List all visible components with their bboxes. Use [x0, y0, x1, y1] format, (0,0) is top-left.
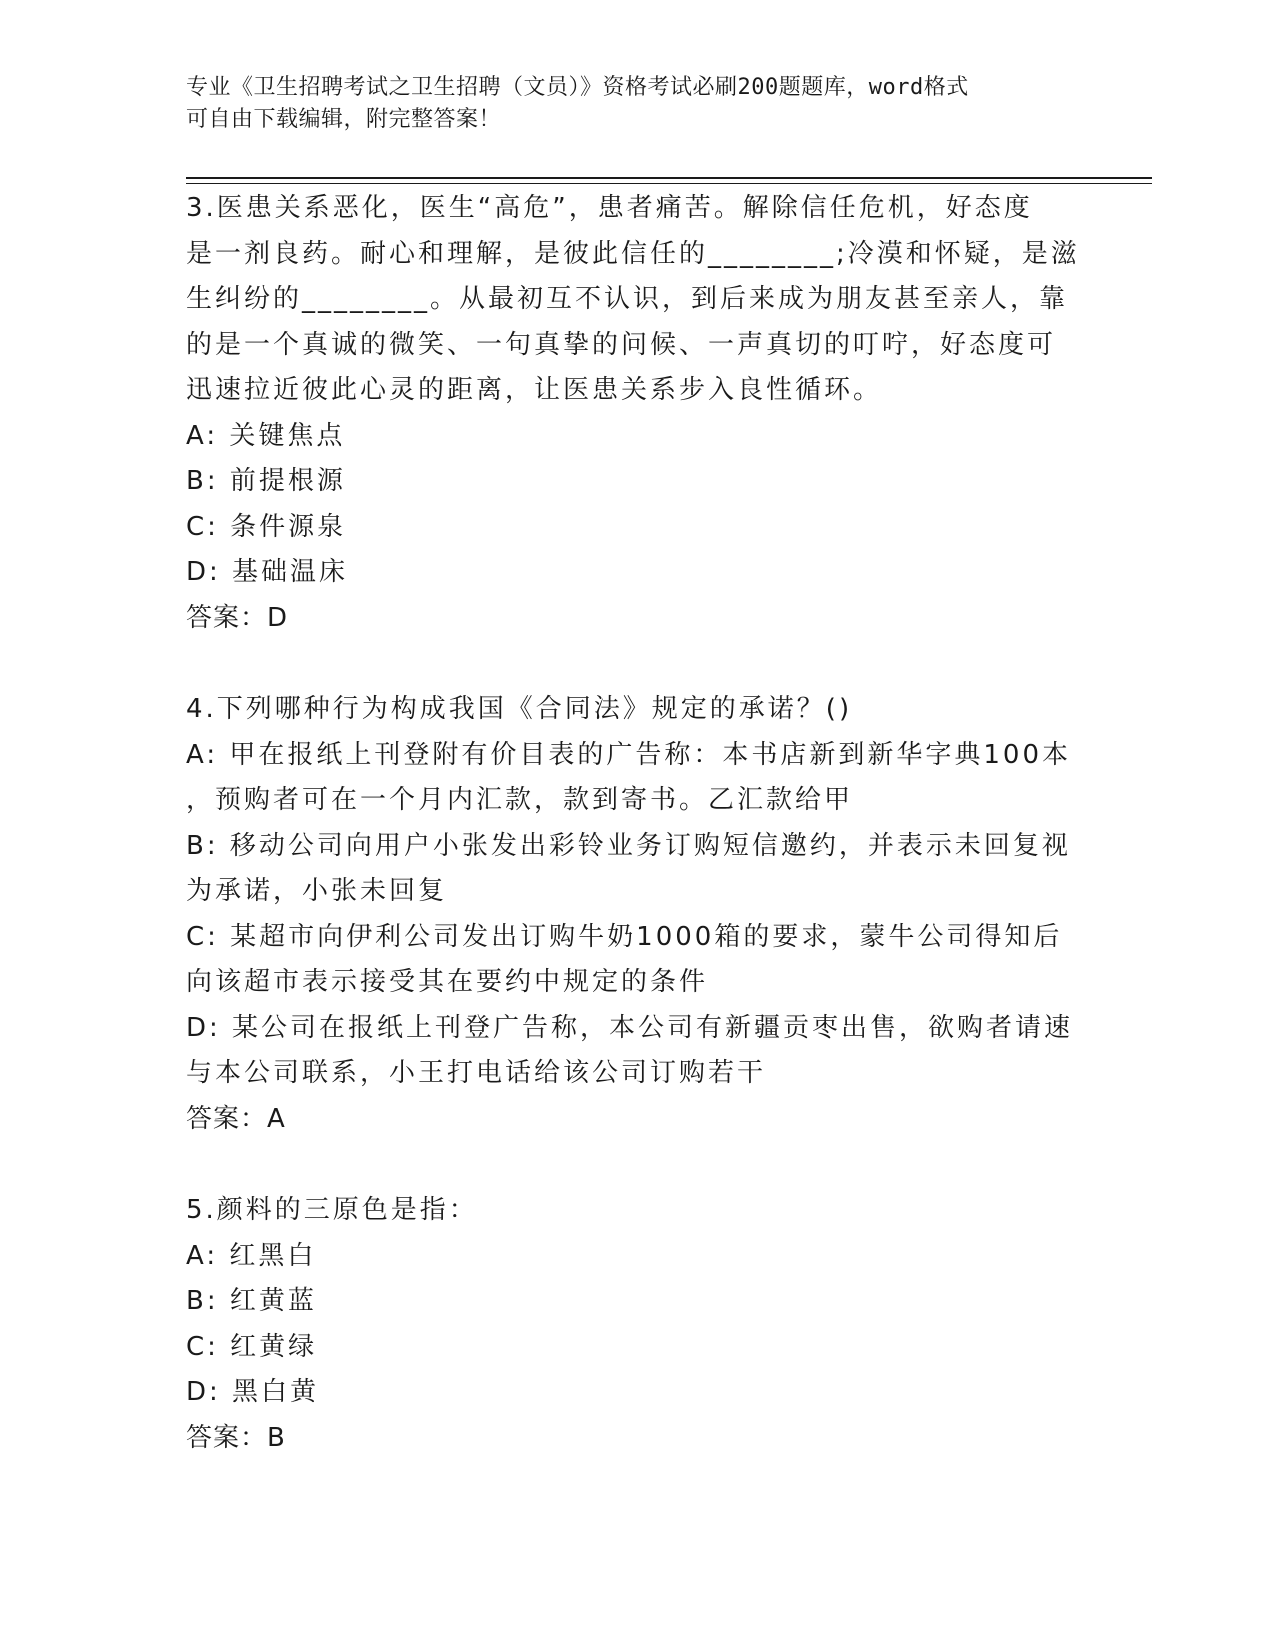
question-3-stem-line-2: 是一剂良药。耐心和理解，是彼此信任的________;冷漠和怀疑，是滋: [186, 238, 1080, 269]
question-3-stem-line-4: 的是一个真诚的微笑、一句真挚的问候、一声真切的叮咛，好态度可: [186, 329, 1057, 360]
question-3-option-d: D: 基础温床: [186, 557, 349, 587]
header-line-1: 专业《卫生招聘考试之卫生招聘（文员）》资格考试必刷200题题库，word格式: [186, 75, 969, 100]
question-4-stem-line-1: 4.下列哪种行为构成我国《合同法》规定的承诺？(): [186, 694, 853, 724]
question-3-option-c: C: 条件源泉: [186, 511, 347, 542]
question-5-option-d: D: 黑白黄: [186, 1377, 320, 1407]
question-3-option-b: B: 前提根源: [186, 466, 346, 496]
question-list: [186, 186, 1086, 1507]
question-5-option-b: B: 红黄蓝: [186, 1286, 317, 1316]
question-3-answer: 答案：D: [186, 602, 289, 633]
question-4-answer: 答案：A: [186, 1103, 286, 1134]
question-5-option-c: C: 红黄绿: [186, 1331, 318, 1362]
question-3-option-a: A: 关键焦点: [186, 420, 346, 451]
question-5-stem-line-1: 5.颜料的三原色是指：: [186, 1195, 478, 1225]
header-divider-thin: [186, 183, 1152, 184]
header-divider-thick: [186, 177, 1152, 179]
header-line-2: 可自由下载编辑，附完整答案！: [186, 107, 502, 132]
question-5-option-a: A: 红黑白: [186, 1240, 317, 1271]
question-4-option-a-line-2: ，预购者可在一个月内汇款，款到寄书。乙汇款给甲: [186, 785, 854, 815]
document-header: [186, 72, 1066, 136]
question-3-stem-line-3: 生纠纷的________。从最初互不认识，到后来成为朋友甚至亲人，靠: [186, 284, 1069, 314]
question-4-option-b-line-2: 为承诺，小张未回复: [186, 876, 448, 906]
question-3-stem-line-1: 3.医患关系恶化，医生“高危”，患者痛苦。解除信任危机，好态度: [186, 193, 1033, 223]
question-4-option-b-line-1: B: 移动公司向用户小张发出彩铃业务订购短信邀约，并表示未回复视: [186, 830, 1071, 861]
question-4-option-a-line-1: A: 甲在报纸上刊登附有价目表的广告称：本书店新到新华字典100本: [186, 739, 1071, 770]
question-5: [186, 1188, 1086, 1461]
question-5-answer: 答案：B: [186, 1422, 286, 1453]
question-3: [186, 186, 1086, 641]
question-3-stem-line-5: 迅速拉近彼此心灵的距离，让医患关系步入良性循环。: [186, 375, 883, 405]
question-4: [186, 687, 1086, 1142]
question-4-option-c-line-1: C: 某超市向伊利公司发出订购牛奶1000箱的要求，蒙牛公司得知后: [186, 921, 1063, 952]
question-4-option-c-line-2: 向该超市表示接受其在要约中规定的条件: [186, 967, 709, 997]
question-4-option-d-line-2: 与本公司联系，小王打电话给该公司订购若干: [186, 1058, 767, 1088]
question-4-option-d-line-1: D: 某公司在报纸上刊登广告称，本公司有新疆贡枣出售，欲购者请速: [186, 1012, 1074, 1043]
